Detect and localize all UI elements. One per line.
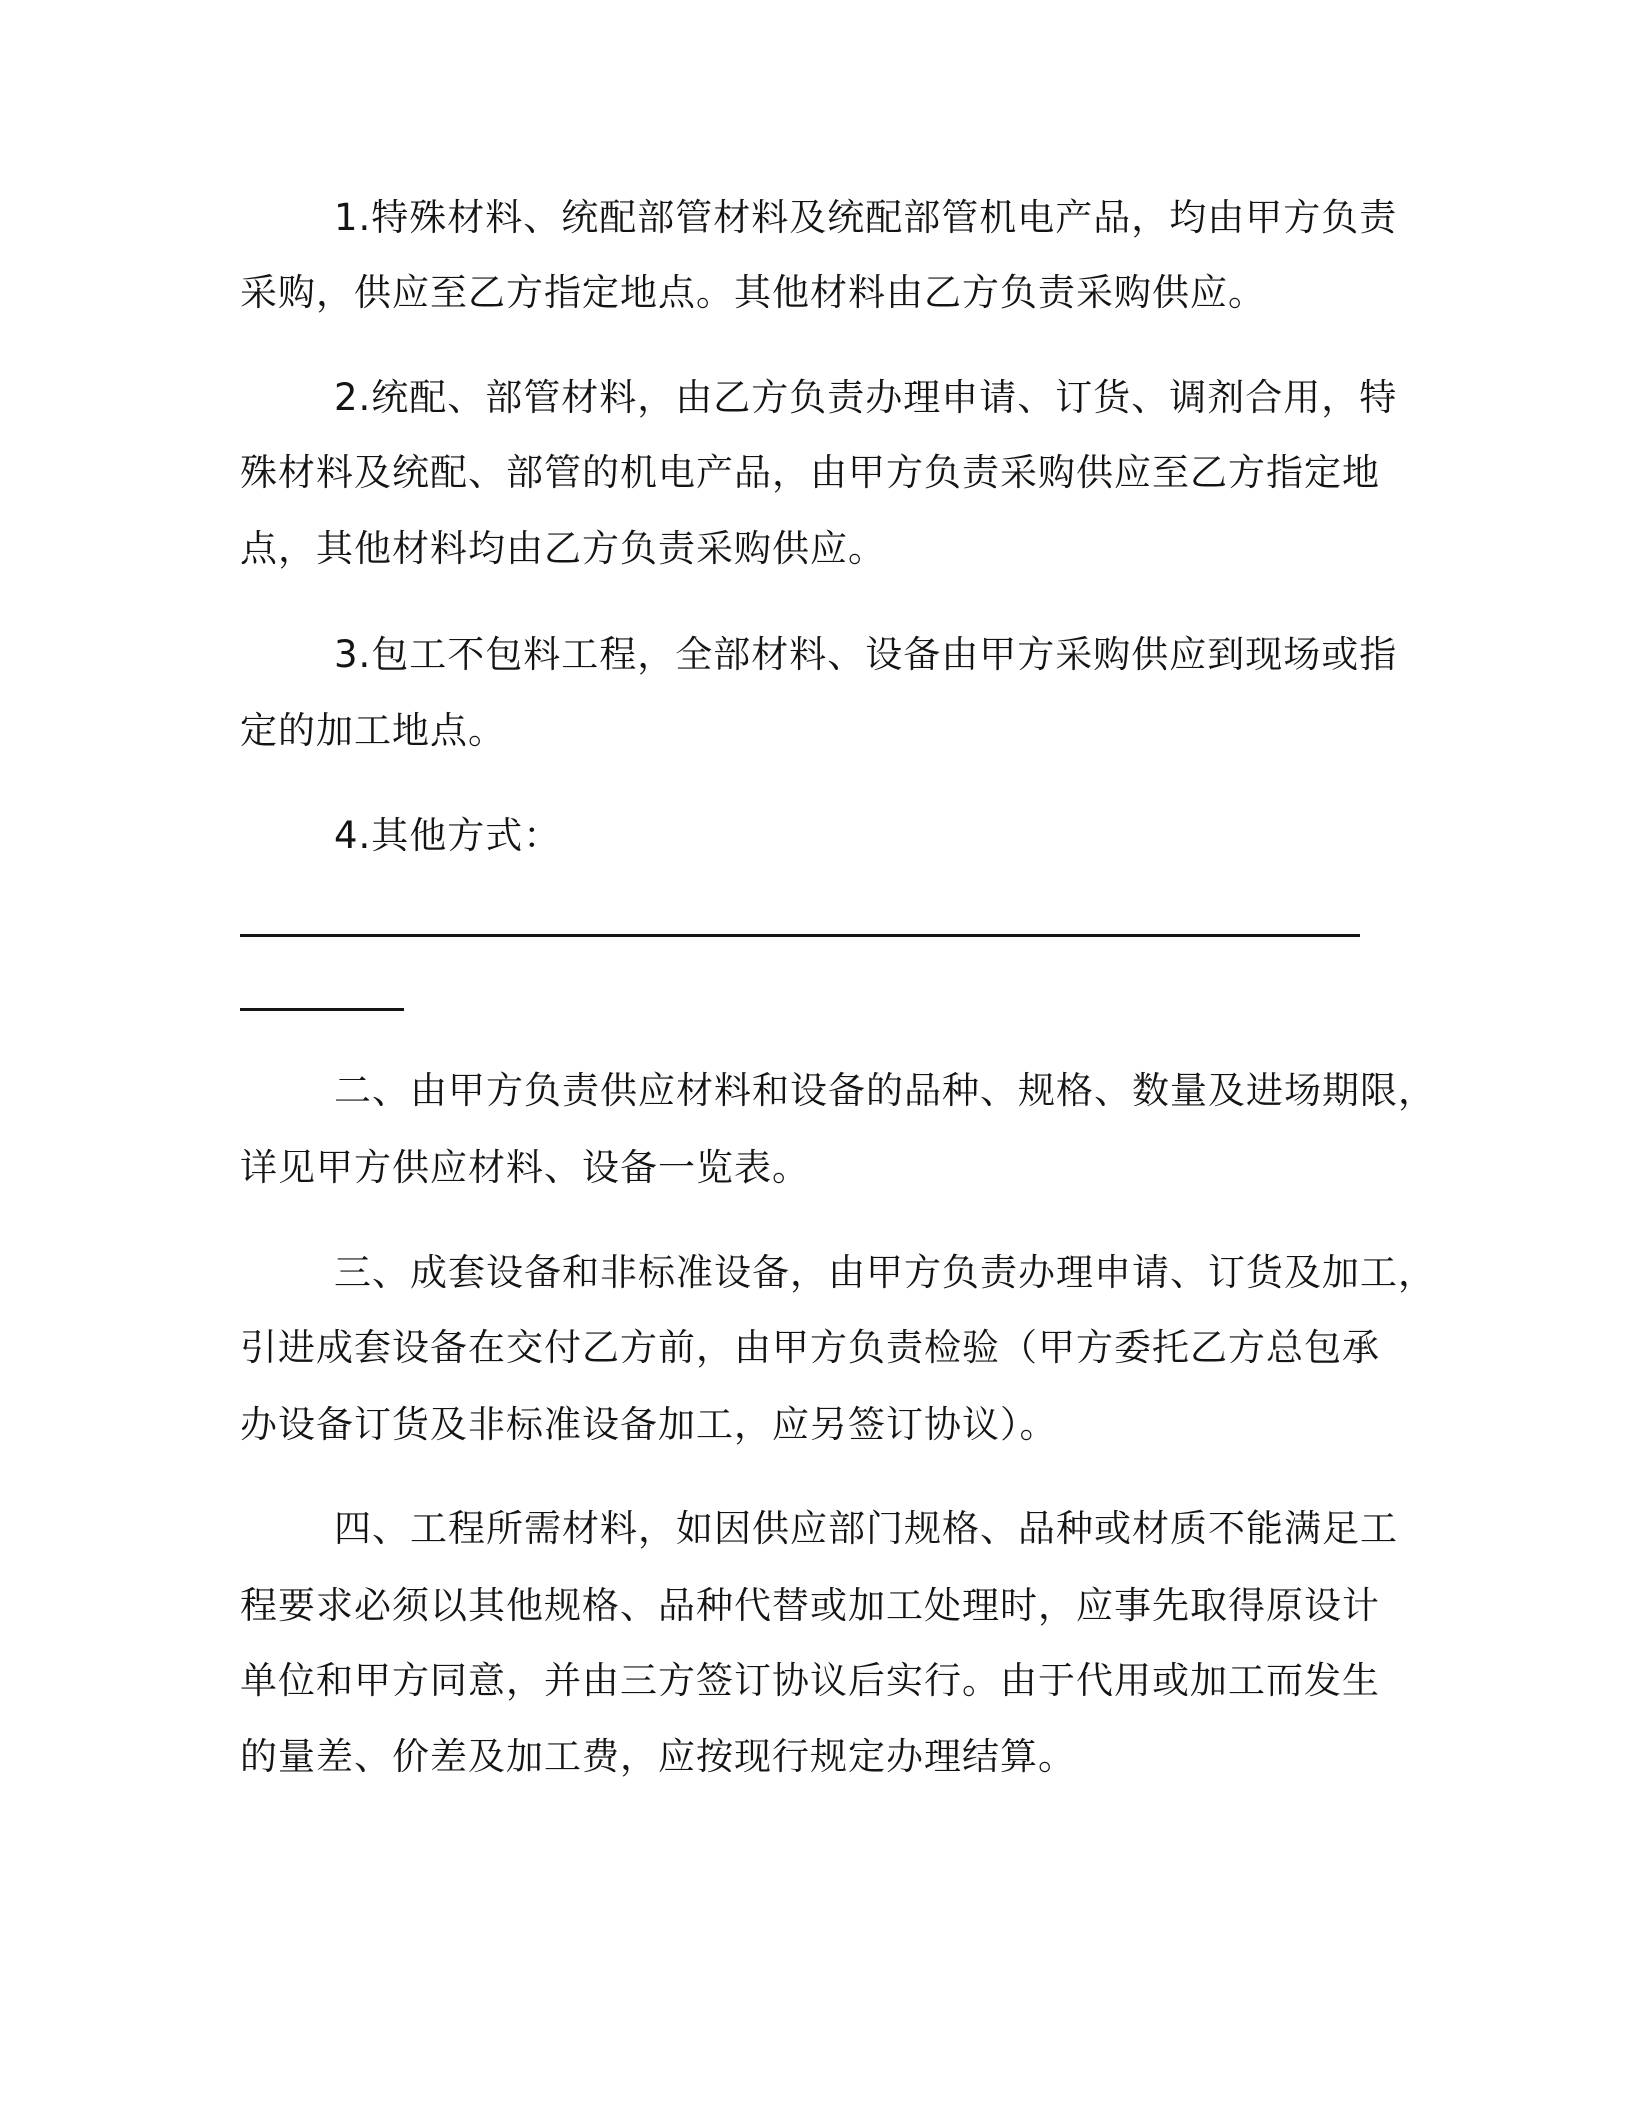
clause-4-line-2: 程要求必须以其他规格、品种代替或加工处理时，应事先取得原设计	[240, 1584, 1380, 1627]
item-1-line-2: 采购，供应至乙方指定地点。其他材料由乙方负责采购供应。	[240, 271, 1266, 314]
fill-in-blank-line-1	[240, 934, 1360, 937]
item-2-line-1: 2.统配、部管材料，由乙方负责办理申请、订货、调剂合用，特	[334, 376, 1398, 419]
clause-3-line-3: 办设备订货及非标准设备加工，应另签订协议）。	[240, 1403, 1058, 1446]
clause-2-line-1: 二、由甲方负责供应材料和设备的品种、规格、数量及进场期限，	[334, 1069, 1436, 1112]
clause-4-line-3: 单位和甲方同意，并由三方签订协议后实行。由于代用或加工而发生	[240, 1659, 1380, 1702]
clause-2-line-2: 详见甲方供应材料、设备一览表。	[240, 1146, 810, 1189]
item-1-line-1: 1.特殊材料、统配部管材料及统配部管机电产品，均由甲方负责	[334, 196, 1398, 239]
item-3-line-2: 定的加工地点。	[240, 709, 506, 752]
clause-4-line-1: 四、工程所需材料，如因供应部门规格、品种或材质不能满足工	[334, 1507, 1398, 1550]
clause-3-line-1: 三、成套设备和非标准设备，由甲方负责办理申请、订货及加工，	[334, 1251, 1436, 1294]
clause-3-line-2: 引进成套设备在交付乙方前，由甲方负责检验（甲方委托乙方总包承	[240, 1326, 1380, 1369]
item-3-line-1: 3.包工不包料工程，全部材料、设备由甲方采购供应到现场或指	[334, 633, 1398, 676]
item-4-line-1: 4.其他方式：	[334, 814, 562, 857]
clause-4-line-4: 的量差、价差及加工费，应按现行规定办理结算。	[240, 1735, 1076, 1778]
item-2-line-2: 殊材料及统配、部管的机电产品，由甲方负责采购供应至乙方指定地	[240, 451, 1380, 494]
item-2-line-3: 点，其他材料均由乙方负责采购供应。	[240, 527, 886, 570]
fill-in-blank-line-2	[240, 1008, 404, 1011]
